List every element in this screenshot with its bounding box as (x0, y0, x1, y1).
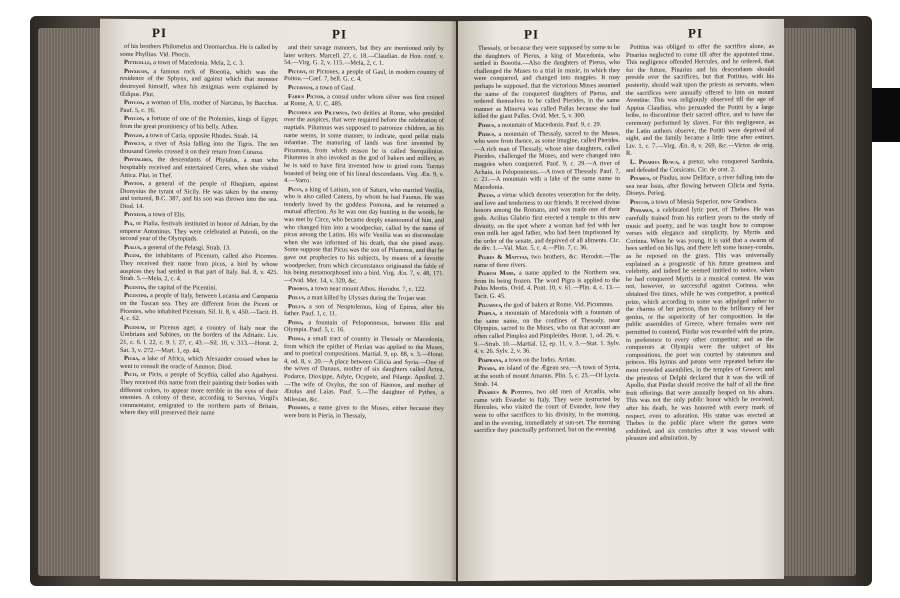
dictionary-entry (474, 121, 620, 130)
entry-text: a king of Latium, son of Saturn, who married Venilia, who is also called Canens, by whom he had Faunus. He was tenderly loved by the goddess Pomona, and he returned a mutual affection. As he was one day hunting in the woods, he was met by Circe, who became deeply enamoured of him, and who changed him into a woodpecker, called by the name of picus among the Latins. His wife Venilia was so disconsolate when she was informed of his death, that she pined away. Some suppose that Picus was the son of Pilumnus, and that he gave out prophecies to his subjects, by means of a favorite woodpecker, from which circumstance originated the fable of his being metamorphosed into a bird. Virg. Æn. 7, v. 48, 171.—Ovid. Met. 14, v. 320, &c. (284, 185, 444, 285)
entry-text: a consul under whom silver was first coined at Rome, A. U. C. 485. (284, 92, 444, 108)
entry-headword: Phycoa, (124, 99, 145, 107)
entry-headword: Piera, (288, 318, 304, 326)
dictionary-entry (284, 335, 444, 404)
entry-headword: Pincum, (630, 198, 650, 206)
dictionary-entry (474, 130, 620, 192)
entry-headword: Pinarius & Potitius, (478, 388, 534, 397)
entry-headword: Pinarus, (630, 174, 651, 183)
dictionary-entry (120, 115, 278, 131)
dictionary-entry (284, 44, 444, 68)
open-book (30, 6, 872, 592)
entry-text: or Picenus ager, a country of Italy near the Umbrians and Sabines, on the borders of the Adriatic. Liv. 21, c. 6. l. 22, c. 9. l. 27, c. 43.—Sil. 10, v. 313.—Horat. 2, Sat. 3, v. 272.—Mart. 1, ep. 44. (120, 323, 278, 355)
dictionary-entry (284, 84, 444, 93)
entry-text: or Pialia, festivals instituted in honor of Adrian, by the emperor Antoninus. They were celebrated at Puteoli, on the second year of the Olympiads. (120, 220, 278, 243)
dictionary-entry (120, 68, 278, 99)
dictionary-entry (120, 211, 278, 220)
dictionary-entry (474, 364, 620, 388)
left-page (100, 19, 456, 581)
entry-text: or Pindus, now Deliface, a river falling into the sea near Issus, after flowing between Cilicia and Syria. Dionys. Perieg. (626, 174, 774, 198)
entry-text: the inhabitants of Picenum, called also Picentes. They received their name from picus, a bird by whose auspices they had settled in that part of Italy. Ital. 8, v. 425. Strab. 5.—Mela, 2, c. 4. (120, 252, 278, 283)
entry-headword: Pieria, (288, 335, 306, 343)
entry-headword: Phyton, (124, 180, 145, 188)
dictionary-entry (120, 252, 278, 283)
entry-text: a town of Elis. (148, 211, 186, 219)
entry-text: a name given to the Muses, either because they were born in Pieria, in Thessaly, (284, 404, 444, 420)
entry-headword: Picentia, (124, 283, 147, 291)
dictionary-entry (284, 319, 444, 335)
page-edges-right (782, 28, 856, 576)
entry-headword: Phytalides, (124, 156, 153, 164)
dictionary-entry (626, 198, 774, 207)
dictionary-entry (120, 180, 278, 211)
entry-headword: Piceni, (124, 252, 142, 260)
entry-headword: Picumnus and Pilumnus, (288, 108, 349, 117)
entry-headword: Physcus, (124, 140, 146, 148)
entry-headword: Pinara, (478, 365, 497, 373)
right-page-running-head-1: PI (524, 26, 539, 42)
entry-text: a town near mount Athos. Herodot. 7, c. 122. (310, 285, 426, 294)
entry-text: a mountain of Thessaly, sacred to the Muses, who were from thence, as some imagine, called Pierides.—A rich man of Thessaly, whose nine daughters, called Pierides, challenged the Muses, and were changed into magpies when conquered. Pauf. 9, c. 29.—A river of Achaia, in Peloponnesus.—A town of Thessaly. Pauf. 7, c. 21.—A mountain with a lake of the same name in Macedonia. (474, 129, 620, 191)
entry-text: two old men of Arcadia, who came with Evander to Italy. They were instructed by Hercules, who visited the court of Evander, how they were to offer sacrifices to his divinity, in the morning, and in the evening, immediately at sun-set. The morning sacrifice they punctually performed, but on the evening (474, 388, 620, 435)
entry-headword: Phyxicon, (124, 67, 149, 75)
dictionary-entry (474, 44, 620, 121)
page-edges-left (38, 28, 102, 576)
entry-headword: Pimpla, (478, 310, 497, 318)
entry-text: a lake of Africa, which Alexander crossed when he went to consult the oracle of Ammon. Diod. (120, 355, 278, 371)
entry-headword: Pigres & Mattyas, (478, 253, 529, 262)
dictionary-entry (626, 158, 774, 174)
entry-text: a small tract of country in Thessaly or Macedonia, from which the epithet of Pierian was applied to the Muses, and to poetical compositions. Martial. 9, ep. 88, v. 3.—Horat. 4, od. 8, v. 20.—A place between Cilicia and Syria.—One of the wives of Danaus, mother of six daughters called Actea, Podarce, Dioxippe, Adyte, Ocypete, and Pilarge. Apollod. 2.—The wife of Oxylus, the son of Hæmon, and mother of Ætolus and Laias. Pauf. 5.—The daughter of Pythes, a Milesian, &c. (284, 335, 444, 404)
left-page-running-head-2: PI (332, 26, 347, 42)
entry-text: a son of Neoptolemus, king of Epirus, after his father. Pauf. 1, c. 11. (284, 302, 444, 318)
entry-text: the god of bakers at Rome. Vid. Picumnus. (504, 300, 614, 309)
entry-text: a fountain of Peloponnesus, between Elis and Olympia. Pauf. 5, c. 16. (284, 318, 444, 334)
entry-text: two deities at Rome, who presided over the auspices, that were required before the celebration of nuptials. Pilumnus was supposed to patronize children, as his name seems, in some manner, to indicate, quod pellat mala infantiae. The manuring of lands was first invented by Picumnus, from which reason he is called Sterquilinius. Pilumnus is also invoked as the god of bakers and millers, as he is said to have first invented how to grind corn. Turnus boasted of being one of his lineal descendants. Virg. Æn. 9, v. 4.—Varro. (284, 109, 444, 185)
dictionary-entry (120, 140, 278, 156)
entry-headword: Pierus, (478, 130, 496, 138)
dictionary-entry (474, 191, 620, 253)
entry-text: a town of Gaul. (315, 84, 356, 92)
dictionary-entry (474, 309, 620, 356)
entry-headword: Picra, (124, 355, 140, 363)
entry-text: a woman of Elis, mother of Narcæus, by Bacchus. Pauf. 5, c. 16. (120, 99, 278, 114)
entry-headword: Pimprana, (478, 356, 503, 364)
entry-text: a name applied to the Northern sea, from its being frozen. The word Pigra is applied to the Palus Meotis. Ovid. 4. Pont. 10, v. 61.—Plin. 4, c. 13.—Tacit. G. 45. (474, 269, 620, 301)
entry-text: a river of Asia falling into the Tigris. The ten thousand Greeks crossed it on their return from Cunaxa. (120, 140, 278, 156)
dictionary-entry (284, 285, 444, 294)
entry-headword: Pia, (124, 219, 134, 228)
entry-headword: Pietas, (478, 192, 496, 200)
right-page-column-1 (474, 44, 620, 573)
entry-headword: Pielus, (288, 302, 306, 310)
dictionary-entry (120, 371, 278, 418)
entry-text: a mountain of Macedonia. Pauf. 9, c. 29. (497, 121, 602, 129)
left-page-column-1 (120, 43, 278, 572)
entry-headword: Fabius Pictor, (288, 92, 325, 100)
entry-headword: Pitticelle, (124, 59, 152, 67)
entry-headword: Picentini, (124, 292, 149, 300)
entry-text: a general of the Pelasgi. Strab. 13. (143, 243, 231, 252)
entry-headword: Picti, (124, 371, 139, 379)
entry-headword: Phygos, (124, 131, 144, 139)
entry-headword: Phycon, (124, 115, 145, 123)
dictionary-entry (120, 99, 278, 115)
entry-headword: Pielus, (288, 294, 306, 302)
dictionary-entry (626, 174, 774, 198)
dictionary-entry (120, 156, 278, 180)
right-page (458, 19, 784, 581)
dictionary-entry (626, 206, 774, 442)
dictionary-entry (474, 356, 620, 365)
right-page-running-head-2: PI (688, 25, 703, 41)
dictionary-entry (284, 404, 444, 420)
entry-text: or Picts, a people of Scythia, called also Agathyrsi. They received this name from their painting their bodies with different colors, to appear more terrible in the eyes of their enemies. A colony of these, according to Servius, Virgil's commentator, emigrated to the northern parts of Britain, where they still preserved their name (120, 371, 278, 417)
entry-headword: Pierus, (478, 121, 496, 129)
dictionary-entry (284, 294, 444, 303)
entry-text: two brothers, &c. Herodot.—The name of three rivers. (474, 253, 620, 269)
entry-text: a man killed by Ulysses during the Trojan war. (307, 294, 427, 303)
entry-text: a fortune of one of the Ptolemies, kings of Egypt; from the great prominency of his belly. Athen. (120, 115, 278, 131)
dictionary-entry (120, 59, 278, 68)
dictionary-entry (120, 292, 278, 323)
black-marker-tab (872, 88, 900, 142)
entry-headword: Picus, (288, 185, 304, 193)
entry-text: a town of Mœsia Superior, now Gradisca. (651, 197, 758, 206)
entry-headword: Pialus, (124, 243, 142, 251)
dictionary-entry (120, 284, 278, 293)
entry-text: Thessaly, or because they were supposed by some to be the daughters of Pierus, a king of Macedonia, who settled in Boeotia.—Also the daughters of Pierus, who challenged the Muses to a trial in music, in which they were conquered, and changed into magpies. It may perhaps be supposed, that the victorious Muses assumed the name of the conquered daughters of Pierus, and ordered themselves to be called Pierides, in the same manner as Minerva was called Pallas because she had killed the giant Pallas. Ovid. Met. 5, v. 300. (474, 44, 620, 121)
entry-headword: Picenum, (124, 323, 147, 331)
entry-text: of his brothers Philomelus and Onomarchus. He is called by some Phyllius. Vid. Phocis. (120, 42, 278, 58)
dictionary-entry (120, 355, 278, 371)
entry-text: or Pictones, a people of Gaul, in modern country of Poitou.—Caef. 7, bell. G. c. 4. (284, 67, 444, 83)
dictionary-entry (626, 43, 774, 158)
dictionary-entry (284, 68, 444, 84)
entry-text: a famous rock of Boeotia, which was the residence of the Sphynx, and against which that monster destroyed himself, when his ænigmas were explained by Œdipus. Plut. (120, 67, 278, 98)
entry-text: a celebrated lyric poet, of Thebes. He was carefully trained from his earliest years to the study of music and poetry, and he was taught how to compose verses with elegance and simplicity, by Myrtis and Corinna. When he was young, it is said that a swarm of bees settled on his lips, and there left some honey-combs, as he reposed on the grass. This was universally explained as a prognostic of his future greatness and celebrity, and indeed he seemed intitled to notice, when he had conquered Myrtis in a musical contest. He was not, however, so successful against Corinna, who obtained five times, while he was competitor, a poetical prize, which according to some was adjudged rather to the charms of her person, than to the brilliancy of her genius, or the superiority of her composition. In the public assemblies of Greece, where females were not permitted to contend, Pindar was rewarded with the prize, in preference to every other competitor; and as the conquerors at Olympia were the subject of his compositions, the poet was courted by statesmen and princes. His hymns and pæans were repeated before the most crowded assemblies, in the temples of Greece; and the priestess of Delphi declared that it was the will of Apollo, that Pindar should receive the half of all the first fruit offerings that were annually heaped on his altars. This was not the only public honor which he received; after his death, he was honored with every mark of respect, even to adoration. His statue was erected at Thebes in the public place where the games were exhibited, and six centuries after it was viewed with pleasure and admiration, by (626, 206, 774, 443)
dictionary-entry (474, 253, 620, 269)
entry-headword: L. Pinarius Rusca, (630, 158, 680, 166)
dictionary-entry (120, 324, 278, 355)
entry-text: a town of Macedonia. Mela, 2, c. 3. (153, 59, 244, 67)
dictionary-entry (474, 301, 620, 310)
right-page-column-2 (626, 43, 774, 572)
dictionary-entry (284, 186, 444, 286)
entry-text: a mountain of Macedonia with a fountain of the same name, on the confines of Thessaly, near Olympus, sacred to the Muses, who on that account are often called Pimplea and Pimpleides. Horat. 1, od. 26, v. 9.—Strab. 10.—Martial. 12, ep. 11, v. 3.—Stat. 1. Sylv. 4, v. 26. Sylv. 2, v. 36. (474, 309, 620, 356)
dictionary-entry (474, 388, 620, 435)
entry-headword: Pierides, (288, 404, 310, 412)
entry-text: a town of Caria, opposite Rhodes. Strab. 14. (145, 131, 259, 140)
entry-headword: Pilumnus, (478, 301, 503, 309)
entry-text: a general of the people of Rhegium, against Dionysius the tyrant of Sicily. He was taken by the enemy and tortured, B.C. 387, and his son was thrown into the sea. Diod. 14. (120, 180, 278, 210)
entry-headword: Phyxium, (124, 211, 147, 219)
entry-text: a virtue which denotes veneration for the deity, and love and tenderness to our friends. It received divine honors among the Romans, and was made one of their gods. Acilius Glabrio first erected a temple to this new divinity, on the spot where a woman had fed with her own milk her aged father, who had been imprisoned by the order of the senate, and deprived of all aliments. Cic. de div. 1.—Val. Max. 5, c. 4.—Plin. 7, c. 36. (474, 191, 620, 253)
entry-text: a people of Italy, between Lucania and Campania on the Tuscan sea. They are different from the Piceni or Picentes, who inhabited Picenum. Sil. It. 8, v. 450.—Tacit. H. 4, c. 62. (120, 292, 278, 323)
entry-text: a pretor, who conquered Sardinia, and defeated the Corsicans. Cic. de orat. 2. (626, 157, 774, 174)
dictionary-entry (120, 220, 278, 244)
entry-text: an island of the Ægean sea.—A town of Syria, at the south of mount Amanus. Plin. 5, c. 25.—Of Lycia. Strab. 14. (474, 364, 620, 388)
entry-text: the capital of the Picentini. (148, 283, 217, 292)
entry-text: and their savage manners, but they are mentioned only by later writers. Marcell. 27, c. 18.—Claudian. de Hon. conf. v. 54.—Virg. G. 2, v. 115.—Mela, 2, c. 1. (284, 44, 444, 67)
entry-text: a town on the Indus. Arrian. (504, 356, 576, 364)
dictionary-entry (284, 303, 444, 319)
left-page-column-2 (284, 44, 444, 573)
entry-text: the descendants of Phytalus, a man who hospitably received and entertained Ceres, when she visited Attica. Plut. in Thef. (120, 156, 278, 179)
entry-text: Potitius was obliged to offer the sacrifice alone, as Pinarius neglected to come till after the appointed time. This negligence offended Hercules, and he ordered, that for the future, Pinarius and his descendants should preside over the sacrifices, but that Potitius, with his posterity, should wait upon the priests as servants, when the sacrifices were annually offered to him on mount Aventine. This was religiously observed till the age of Appius Claudius, who persuaded the Potitii by a large bribe, to discontinue their sacred office, and to have the ceremony performed by slaves. For this negligence, as the Latin authors observe, the Potitii were deprived of sight, and the family became a little time after extinct. Liv. 1, c. 7.—Virg. Æn. 8, v. 269, &c.—Victor. de orig. R. (626, 42, 774, 158)
entry-headword: Pictavi, (288, 67, 308, 75)
entry-headword: Pindarus, (630, 207, 654, 215)
dictionary-entry (284, 93, 444, 109)
entry-headword: Pigrum Mare, (478, 269, 516, 278)
entry-headword: Pidorus, (288, 285, 310, 293)
dictionary-entry (284, 109, 444, 186)
dictionary-entry (120, 131, 278, 140)
entry-headword: Pictavium, (288, 84, 314, 92)
left-page-running-head-1: PI (152, 25, 167, 41)
dictionary-entry (474, 269, 620, 300)
dictionary-entry (120, 244, 278, 253)
dictionary-entry (120, 43, 278, 59)
